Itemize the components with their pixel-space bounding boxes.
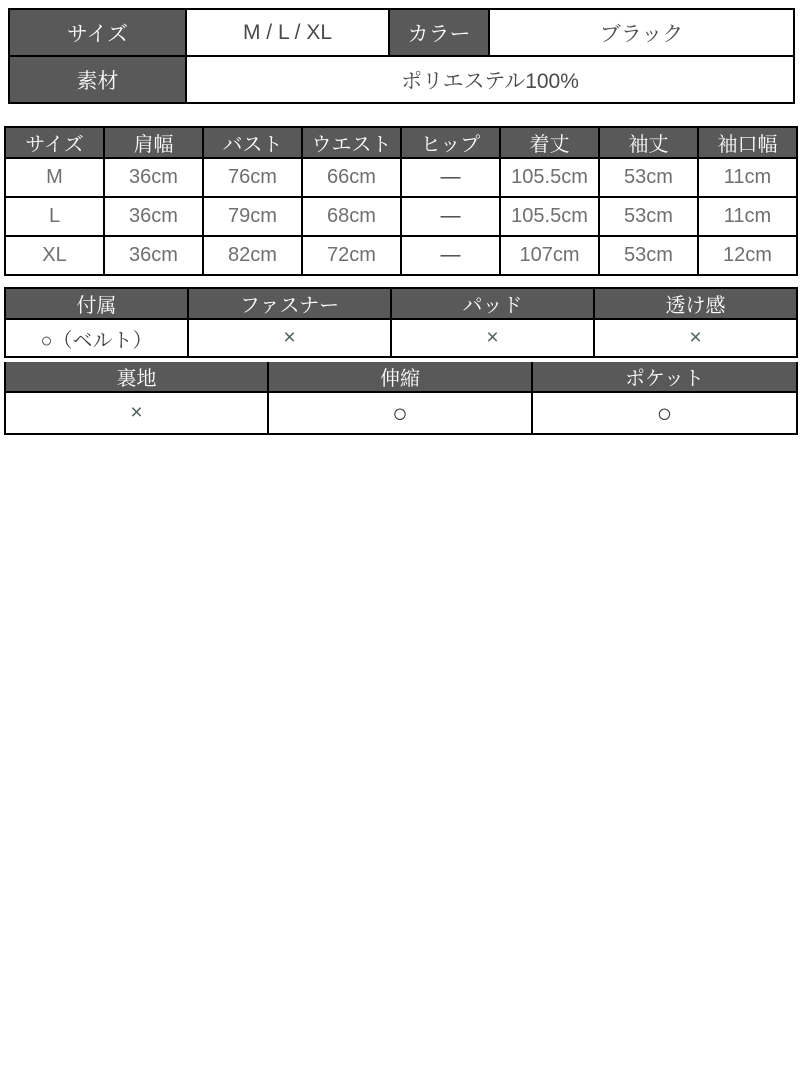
size-row-m bbox=[5, 158, 797, 197]
value-lining-cross-mark: × bbox=[5, 392, 268, 434]
cell-waist: 66cm bbox=[302, 158, 401, 197]
col-header-waist: ウエスト bbox=[302, 127, 401, 158]
info-value-material: ポリエステル100% bbox=[186, 56, 794, 103]
info-row-size-color bbox=[9, 9, 794, 56]
cell-size-name: XL bbox=[5, 236, 104, 275]
header-lining: 裏地 bbox=[5, 362, 268, 392]
value-pocket-circle-mark: ○ bbox=[532, 392, 797, 434]
cell-waist: 68cm bbox=[302, 197, 401, 236]
header-accessories: 付属 bbox=[5, 288, 188, 319]
cell-waist: 72cm bbox=[302, 236, 401, 275]
col-header-bust: バスト bbox=[203, 127, 302, 158]
header-sheerness: 透け感 bbox=[594, 288, 797, 319]
cell-size-name: L bbox=[5, 197, 104, 236]
info-label-material: 素材 bbox=[9, 56, 186, 103]
info-label-color: カラー bbox=[389, 9, 489, 56]
value-stretch-circle-mark: ○ bbox=[268, 392, 532, 434]
header-stretch: 伸縮 bbox=[268, 362, 532, 392]
info-label-size: サイズ bbox=[9, 9, 186, 56]
info-value-size: M / L / XL bbox=[186, 9, 389, 56]
cell-shoulder: 36cm bbox=[104, 158, 203, 197]
cell-length: 107cm bbox=[500, 236, 599, 275]
features-table-a bbox=[4, 287, 798, 358]
info-value-color: ブラック bbox=[489, 9, 794, 56]
header-pocket: ポケット bbox=[532, 362, 797, 392]
cell-sleeve: 53cm bbox=[599, 197, 698, 236]
cell-sleeve: 53cm bbox=[599, 158, 698, 197]
size-row-l bbox=[5, 197, 797, 236]
cell-hip: ― bbox=[401, 197, 500, 236]
col-header-cuff-width: 袖口幅 bbox=[698, 127, 797, 158]
info-row-material bbox=[9, 56, 794, 103]
header-padding: パッド bbox=[391, 288, 594, 319]
cell-size-name: M bbox=[5, 158, 104, 197]
cell-length: 105.5cm bbox=[500, 158, 599, 197]
cell-bust: 82cm bbox=[203, 236, 302, 275]
product-info-table bbox=[8, 8, 795, 104]
cell-hip: ― bbox=[401, 158, 500, 197]
cell-bust: 76cm bbox=[203, 158, 302, 197]
value-padding-cross-mark: × bbox=[391, 319, 594, 357]
size-chart-header-row bbox=[5, 127, 797, 158]
features-b-header-row bbox=[5, 362, 797, 392]
cell-bust: 79cm bbox=[203, 197, 302, 236]
header-fastener: ファスナー bbox=[188, 288, 391, 319]
value-accessories: ○（ベルト） bbox=[5, 319, 188, 357]
col-header-size: サイズ bbox=[5, 127, 104, 158]
cell-cuff: 12cm bbox=[698, 236, 797, 275]
col-header-sleeve-length: 袖丈 bbox=[599, 127, 698, 158]
cell-sleeve: 53cm bbox=[599, 236, 698, 275]
features-a-header-row bbox=[5, 288, 797, 319]
features-b-value-row bbox=[5, 392, 797, 434]
features-table-b bbox=[4, 362, 798, 435]
col-header-shoulder-width: 肩幅 bbox=[104, 127, 203, 158]
cell-shoulder: 36cm bbox=[104, 197, 203, 236]
features-a-value-row bbox=[5, 319, 797, 357]
cell-shoulder: 36cm bbox=[104, 236, 203, 275]
size-chart-table bbox=[4, 126, 798, 276]
cell-hip: ― bbox=[401, 236, 500, 275]
cell-cuff: 11cm bbox=[698, 197, 797, 236]
cell-cuff: 11cm bbox=[698, 158, 797, 197]
value-fastener-cross-mark: × bbox=[188, 319, 391, 357]
value-sheerness-cross-mark: × bbox=[594, 319, 797, 357]
size-row-xl bbox=[5, 236, 797, 275]
col-header-length: 着丈 bbox=[500, 127, 599, 158]
col-header-hip: ヒップ bbox=[401, 127, 500, 158]
cell-length: 105.5cm bbox=[500, 197, 599, 236]
